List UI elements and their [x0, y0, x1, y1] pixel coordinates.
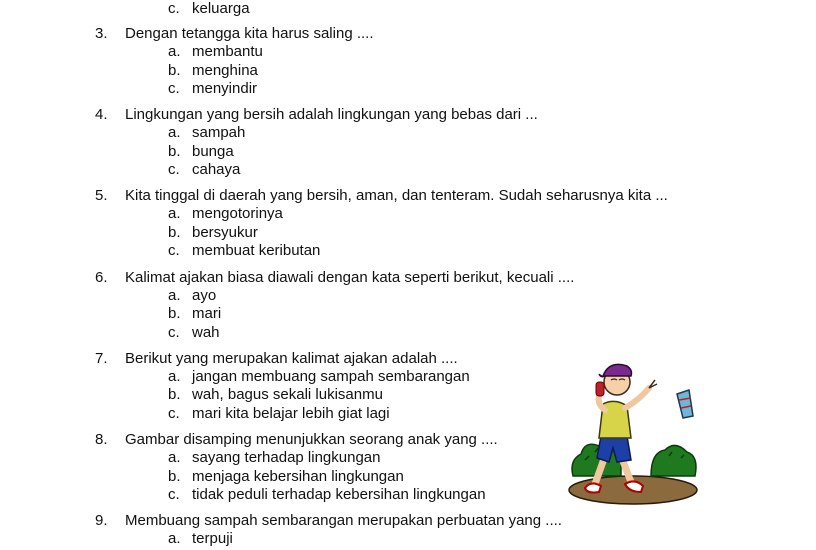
- option-letter: a.: [168, 205, 181, 222]
- option-letter: c.: [168, 405, 180, 422]
- option: [168, 405, 390, 423]
- option-letter: c.: [168, 161, 180, 178]
- option-letter: c.: [168, 0, 180, 17]
- option-letter: b.: [168, 305, 181, 322]
- option-text: sayang terhadap lingkungan: [192, 449, 381, 466]
- option-letter: b.: [168, 224, 181, 241]
- option-letter: c.: [168, 324, 180, 341]
- option-text: bersyukur: [192, 224, 258, 241]
- option: [168, 224, 258, 242]
- option: [168, 386, 383, 404]
- question-text: Lingkungan yang bersih adalah lingkungan yang bebas dari ...: [125, 106, 538, 123]
- option: [168, 368, 470, 386]
- option-c-previous: [168, 0, 250, 18]
- option: [168, 124, 245, 142]
- option-letter: a.: [168, 43, 181, 60]
- question-text: Kita tinggal di daerah yang bersih, aman, dan tenteram. Sudah seharusnya kita ...: [125, 187, 668, 204]
- option: [168, 530, 233, 548]
- question-text: Gambar disamping menunjukkan seorang anak yang ....: [125, 431, 498, 448]
- option: [168, 305, 221, 323]
- option-text: keluarga: [192, 0, 250, 17]
- option-text: wah: [192, 324, 220, 341]
- option-text: tidak peduli terhadap kebersihan lingkungan: [192, 486, 486, 503]
- option: [168, 143, 234, 161]
- option-letter: a.: [168, 449, 181, 466]
- option-letter: b.: [168, 386, 181, 403]
- option-letter: a.: [168, 124, 181, 141]
- option: [168, 62, 258, 80]
- question-number: 3.: [95, 25, 108, 42]
- option: [168, 205, 283, 223]
- option-letter: c.: [168, 486, 180, 503]
- option-text: membuat keributan: [192, 242, 321, 259]
- option-text: bunga: [192, 143, 234, 160]
- question-text: Membuang sampah sembarangan merupakan perbuatan yang ....: [125, 512, 562, 529]
- option-letter: a.: [168, 287, 181, 304]
- option-text: cahaya: [192, 161, 241, 178]
- option: [168, 486, 486, 504]
- option: [168, 242, 320, 260]
- question-number: 9.: [95, 512, 108, 529]
- option-text: mari kita belajar lebih giat lagi: [192, 405, 390, 422]
- option-text: mengotorinya: [192, 205, 283, 222]
- option-letter: b.: [168, 468, 181, 485]
- option: [168, 161, 240, 179]
- option-text: menyindir: [192, 80, 258, 97]
- option-letter: c.: [168, 242, 180, 259]
- option: [168, 43, 263, 61]
- option-text: terpuji: [192, 530, 233, 547]
- option: [168, 287, 216, 305]
- question-text: Kalimat ajakan biasa diawali dengan kata seperti berikut, kecuali ....: [125, 269, 575, 286]
- question-number: 5.: [95, 187, 108, 204]
- question-text: Berikut yang merupakan kalimat ajakan adalah ....: [125, 350, 458, 367]
- option-text: jangan membuang sampah sembarangan: [192, 368, 470, 385]
- option-text: mari: [192, 305, 222, 322]
- option-letter: a.: [168, 368, 181, 385]
- option: [168, 80, 257, 98]
- option-text: wah, bagus sekali lukisanmu: [192, 386, 383, 403]
- option-text: menjaga kebersihan lingkungan: [192, 468, 404, 485]
- boy-littering-illustration: [565, 352, 705, 507]
- option-letter: c.: [168, 80, 180, 97]
- option: [168, 449, 380, 467]
- question-number: 8.: [95, 431, 108, 448]
- question-number: 6.: [95, 269, 108, 286]
- option-text: membantu: [192, 43, 263, 60]
- option-letter: b.: [168, 62, 181, 79]
- question-number: 7.: [95, 350, 108, 367]
- option-text: sampah: [192, 124, 246, 141]
- option: [168, 324, 220, 342]
- question-number: 4.: [95, 106, 108, 123]
- option: [168, 468, 404, 486]
- option-letter: a.: [168, 530, 181, 547]
- option-text: ayo: [192, 287, 217, 304]
- option-text: menghina: [192, 62, 258, 79]
- question-text: Dengan tetangga kita harus saling ....: [125, 25, 374, 42]
- option-letter: b.: [168, 143, 181, 160]
